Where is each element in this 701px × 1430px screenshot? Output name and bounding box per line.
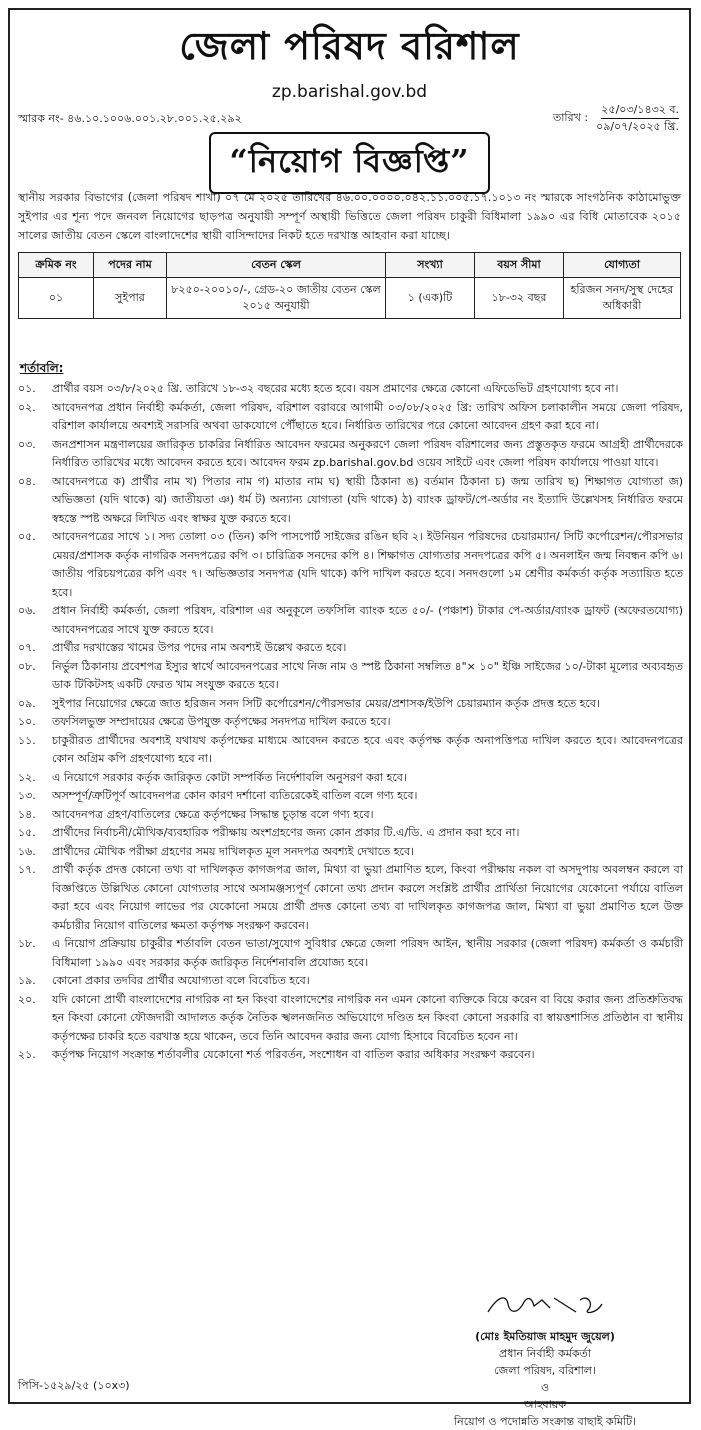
condition-text: আবেদনপত্র গ্রহণ/বাতিলের ক্ষেত্রে কর্তৃপক্ষের সিদ্ধান্ত চূড়ান্ত বলে গণ্য হবে। <box>52 807 374 821</box>
condition-number: ০১. <box>18 382 36 395</box>
condition-number: ১৮. <box>18 937 36 950</box>
condition-item <box>18 713 683 732</box>
condition-text: তফসিলভুক্ত সম্প্রদায়ের ক্ষেত্রে উপযুক্ত কর্তৃপক্ষের সনদপত্র দাখিল করতে হবে। <box>52 715 391 728</box>
col-count: সংখ্যা <box>386 253 475 278</box>
page-title: জেলা পরিষদ বরিশাল <box>179 23 520 68</box>
condition-number: ০৮. <box>18 659 36 673</box>
date-block <box>553 102 679 134</box>
condition-number: ১০. <box>18 715 36 728</box>
signature-mark <box>480 1290 640 1320</box>
condition-number: ০৪. <box>18 474 36 488</box>
date-bangla: ২৫/০৩/১৪৩২ ব. <box>601 102 679 119</box>
condition-text: আবেদনপত্রে ক) প্রার্থীর নাম খ) পিতার নাম গ) মাতার নাম ঘ) স্থায়ী ঠিকানা ঙ) বর্তমান ঠিকানা চ) জন্ম তারিখ ছ) শিক্ষাগত যোগ্যতা জ) অভিজ্ঞতা (যদি থাকে) ঝ) জাতীয়তা ঞ) ধর্ম ট) অন্যান্য যোগ্যতা (যদি থাকে) ঠ) ব্যাংক ড্রাফট/পে-অর্ডার নং ইত্যাদি উল্লেখসহ নির্ধারিত ফরমে স্বহস্তে স্পষ্ট অক্ষরে লিখিত এবং স্বাক্ষর যুক্ত করতে হবে। <box>52 474 683 525</box>
condition-text: প্রার্থীর দরখাস্তের খামের উপর পদের নাম অবশ্যই উল্লেখ করতে হবে। <box>52 641 347 654</box>
signatory-name: (মোঃ ইমতিয়াজ মাহমুদ জুয়েল) <box>475 1330 615 1343</box>
condition-number: ০২. <box>18 400 36 414</box>
signatory-office: জেলা পরিষদ, বরিশাল। <box>494 1364 596 1377</box>
cell-count: ১ (এক)টি <box>386 278 475 319</box>
col-age: বয়স সীমা <box>475 253 564 278</box>
col-qualification: যোগ্যতা <box>564 253 681 278</box>
condition-number: ০৫. <box>18 530 36 543</box>
cell-serial: ০১ <box>19 278 94 319</box>
condition-number: ২১. <box>18 1048 36 1061</box>
condition-item <box>18 972 683 991</box>
condition-text: এ নিয়োগে সরকার কর্তৃক জারিকৃত কোটা সম্পর্কিত নির্দেশাবলি অনুসরণ করা হবে। <box>52 770 407 784</box>
website-link: zp.barishal.gov.bd <box>271 82 428 102</box>
condition-text: প্রার্থীর বয়স ০৩/৮/২০২৫ খ্রি. তারিখে ১৮-৩২ বছরের মধ্যে হতে হবে। বয়স প্রমাণের ক্ষেত্রে কোনো এফিডেভিট গ্রহণযোগ্য হবে না। <box>52 382 619 395</box>
date-english: ০৯/০৭/২০২৫ খ্রি. <box>596 120 679 133</box>
col-scale: বেতন স্কেল <box>167 253 386 278</box>
condition-item <box>18 399 683 436</box>
condition-text: প্রধান নির্বাহী কর্মকর্তা, জেলা পরিষদ, বরিশাল এর অনুকূলে তফসিলি ব্যাংক হতে ৫০/- (পঞ্চাশ) টাকার পে-অর্ডার/ব্যাংক ড্রাফট (অফেরতযোগ্য) আবেদনপত্রের সাথে যুক্ত করতে হবে। <box>52 604 683 636</box>
condition-text: যদি কোনো প্রার্থী বাংলাদেশের নাগরিক না হন কিংবা বাংলাদেশের নাগরিক নন এমন কোনো ব্যক্তিকে বিয়ে করেন বা বিয়ে করার জন্য প্রতিশ্রুতিবদ্ধ হন কিংবা কোনো ফৌজদারী আদালত কর্তৃক নৈতিক স্খলনজনিত অভিযোগে দণ্ডিত হন কিংবা কোনো সরকারি বা স্বায়ত্তশাসিত প্রতিষ্ঠান বা স্থানীয় কর্তৃপক্ষের চাকরি হতে বরখাস্ত হয়ে থাকেন, তবে তিনি আবেদন করার জন্য যোগ্য হিসাবে বিবেচিত হবেন না। <box>52 992 683 1043</box>
condition-item <box>18 824 683 843</box>
condition-number: ১৫. <box>18 826 36 839</box>
condition-number: ০৯. <box>18 696 36 710</box>
condition-item <box>18 787 683 806</box>
col-serial: ক্রমিক নং <box>19 253 94 278</box>
condition-text: সুইপার নিয়োগের ক্ষেত্রে জাত হরিজন সনদ সিটি কর্পোরেশন/পৌরসভার মেয়র/প্রশাসক/ইউপি চেয়ারম্যান কর্তৃক প্রদত্ত হতে হবে। <box>52 696 600 710</box>
cell-age: ১৮-৩২ বছর <box>475 278 564 319</box>
condition-item <box>18 861 683 935</box>
conditions-heading: শর্তাবলি: <box>20 361 64 375</box>
condition-text: চাকুরীরত প্রার্থীদের অবশ্যই যথাযথ কর্তৃপক্ষের মাধ্যমে আবেদন করতে হবে এবং কর্তৃপক্ষ কর্তৃক অনাপত্তিপত্র দাখিল করতে হবে। আবেদনপত্রের কোন অগ্রিম কপি গ্রহণযোগ্য হবে না। <box>52 733 683 765</box>
print-code: পিসি-১৫২৯/২৫ (১০x৩) <box>18 1379 130 1392</box>
cell-scale: ৮২৫০-২০০১০/-, গ্রেড-২০ জাতীয় বেতন স্কেল ২০১৫ অনুযায়ী <box>167 278 386 319</box>
condition-text: কোনো প্রকার তদবির প্রার্থীর অযোগ্যতা বলে বিবেচিত হবে। <box>52 974 310 987</box>
condition-number: ০৩. <box>18 437 36 451</box>
post-table <box>18 252 681 319</box>
condition-item <box>18 991 683 1047</box>
condition-text: জনপ্রশাসন মন্ত্রণালয়ের জারিকৃত চাকরির নির্ধারিত আবেদন ফরমের অনুকরণে জেলা পরিষদ বরিশালের জন্য প্রস্তুতকৃত ফরমে আগ্রহী প্রার্থীদেরকে নির্ধারিত তারিখের মধ্যে আবেদন করতে হবে। আবেদন ফরম zp.barishal.gov.bd ওয়েব সাইটে এবং জেলা পরিষদ কার্যালয়ে পাওয়া যাবে। <box>52 437 683 469</box>
condition-number: ০৭. <box>18 641 36 654</box>
condition-item <box>18 732 683 769</box>
signatory-role: আহবায়ক <box>523 1398 567 1411</box>
cell-post: সুইপার <box>94 278 167 319</box>
notice-page <box>8 8 691 1428</box>
condition-number: ১৭. <box>18 863 36 876</box>
condition-text: আবেদনপত্র প্রধান নির্বাহী কর্মকর্তা, জেলা পরিষদ, বরিশাল বরাবরে আগামী ০৩/০৮/২০২৫ খ্রি: তারিখ অফিস চলাকালীন সময়ে জেলা পরিষদ, বরিশাল কার্যালয়ে অবশ্যই সরাসরি অথবা ডাকযোগে পৌঁছাতে হবে। নির্ধারিত তারিখের পরে কোনো আবেদন গ্রহণ করা হবে না। <box>52 400 683 432</box>
condition-text: প্রার্থীদের নির্বাচনী/মৌখিক/ব্যবহারিক পরীক্ষায় অংশগ্রহণের জন্য কোন প্রকার টি.এ/ডি. এ প্রদান করা হবে না। <box>52 826 520 839</box>
intro-paragraph: স্থানীয় সরকার বিভাগের (জেলা পরিষদ শাখা) ০৭ মে ২০২৫ তারিখের ৪৬.০০.০০০০.০৪২.১১.০০৫.১৭.১০১৩ নং স্মারকে সাংগঠনিক কাঠামোভুক্ত সুইপার এর শূন্য পদে জনবল নিয়োগের ছাড়পত্র অনুযায়ী সম্পূর্ণ অস্থায়ী ভিত্তিতে জেলা পরিষদ চাকুরী বিধিমালা ১৯৯০ এর বিধি মোতাবেক ২০১৫ সালের জাতীয় বেতন স্কেলে বাংলাদেশের স্থায়ী বাসিন্দাদের নিকট হতে দরখাস্ত আহবান করা যাচ্ছে। <box>18 191 681 242</box>
condition-item <box>18 695 683 714</box>
condition-item <box>18 658 683 695</box>
conditions-list <box>18 380 683 1065</box>
signatory-designation: প্রধান নির্বাহী কর্মকর্তা <box>498 1347 592 1360</box>
condition-item <box>18 639 683 658</box>
condition-item <box>18 935 683 972</box>
condition-item <box>18 602 683 639</box>
condition-text: আবেদনপত্রের সাথে ১। সদ্য তোলা ০৩ (তিন) কপি পাসপোর্ট সাইজের রঙিন ছবি ২। ইউনিয়ন পরিষদের চেয়ারম্যান/ সিটি কর্পোরেশন/পৌরসভার মেয়র/প্রশাসক কর্তৃক নাগরিক সনদপত্রের কপি ৩। চারিত্রিক সনদের কপি ৪। শিক্ষাগত যোগ্যতার সনদপত্রের কপি ৫। অনলাইন জন্ম নিবন্ধন কপি ৬। জাতীয় পরিচয়পত্রের কপি এবং ৭। অভিজ্ঞতার সনদপত্র (যদি থাকে) কপি দাখিল করতে হবে। সনদগুলো ১ম শ্রেণীর কর্মকর্তা কর্তৃক সত্যায়িত হতে হবে। <box>52 530 683 599</box>
condition-number: ১৪. <box>18 807 36 821</box>
condition-number: ১১. <box>18 733 36 747</box>
condition-text: প্রার্থীদের মৌখিক পরীক্ষা গ্রহণের সময় দাখিলকৃত মূল সনদপত্র অবশ্যই দেখাতে হবে। <box>52 844 415 858</box>
memo-number: স্মারক নং- ৪৬.১০.১০০৬.০০১.২৮.০০১.২৫.২৯২ <box>18 112 242 125</box>
condition-item <box>18 528 683 602</box>
condition-number: ১৬. <box>18 844 36 858</box>
condition-item <box>18 769 683 788</box>
condition-number: ১২. <box>18 770 36 784</box>
condition-item <box>18 473 683 529</box>
condition-text: কর্তৃপক্ষ নিয়োগ সংক্রান্ত শর্তাবলীর যেকোনো শর্ত পরিবর্তন, সংশোধন বা বাতিল করার অধিকার সংরক্ষণ করবেন। <box>52 1048 535 1061</box>
condition-text: প্রার্থী কর্তৃক প্রদত্ত কোনো তথ্য বা দাখিলকৃত কাগজপত্র জাল, মিথ্যা বা ভুয়া প্রমাণিত হলে, কিংবা পরীক্ষায় নকল বা অসদুপায় অবলম্বন করলে বা বিজ্ঞপ্তিতে উল্লিখিত কোনো যোগ্যতার সাথে অসামঞ্জস্যপূর্ণ কোনো তথ্য প্রদান করলে সংশ্লিষ্ট প্রার্থীর প্রার্থিতা নিয়োগের যেকোনো পর্যায়ে বাতিল করা হবে এবং নিয়োগ লাভের পর যেকোনো সময়ে প্রার্থী প্রদত্ত কোনো তথ্য বা দাখিলকৃত কাগজপত্র জাল, মিথ্যা বা ভুয়া প্রমাণিত হলে উক্ত কর্মচারীর নিয়োগ বাতিলের ক্ষমতা কর্তৃপক্ষ সংরক্ষণ করবেন। <box>52 863 683 932</box>
condition-number: ১৩. <box>18 789 36 802</box>
signatory-committee: নিয়োগ ও পদোন্নতি সংক্রান্ত বাছাই কমিটি। <box>453 1415 636 1428</box>
signatory-block <box>410 1328 680 1430</box>
condition-number: ২০. <box>18 992 36 1006</box>
notice-heading: “নিয়োগ বিজ্ঞপ্তি” <box>209 132 489 194</box>
condition-text: অসম্পূর্ণ/ত্রুটিপূর্ণ আবেদনপত্র কোন কারণ দর্শানো ব্যতিরেকেই বাতিল বলে গণ্য হবে। <box>52 789 418 802</box>
date-label: তারিখ : <box>552 110 589 124</box>
condition-item <box>18 843 683 862</box>
condition-item <box>18 436 683 473</box>
table-row <box>19 278 681 319</box>
condition-item <box>18 1046 683 1065</box>
table-header-row <box>19 253 681 278</box>
condition-item <box>18 380 683 399</box>
condition-text: নির্ভুল ঠিকানায় প্রবেশপত্র ইস্যুর স্বার্থে আবেদনপত্রের সাথে নিজ নাম ও স্পষ্ট ঠিকানা সম্বলিত ৪"× ১০" ইঞ্চি সাইজের ১০/-টাকা মূল্যের অব্যবহৃত ডাক টিকিটসহ একটি ফেরত খাম সংযুক্ত করতে হবে। <box>52 659 683 691</box>
signatory-and: ও <box>540 1381 550 1394</box>
condition-number: ১৯. <box>18 974 36 987</box>
cell-qualification: হরিজন সনদ/সুস্থ দেহের অধিকারী <box>564 278 681 319</box>
condition-number: ০৬. <box>18 604 36 617</box>
condition-item <box>18 806 683 825</box>
condition-text: এ নিয়োগ প্রক্রিয়ায় চাকুরীর শর্তাবলি বেতন ভাতা/সুযোগ সুবিধার ক্ষেত্রে জেলা পরিষদ আইন, স্থানীয় সরকার (জেলা পরিষদ) কর্মকর্তা ও কর্মচারী বিধিমালা ১৯৯০ এবং সরকার কর্তৃক জারিকৃত নির্দেশনাবলি প্রযোজ্য হবে। <box>52 937 683 969</box>
col-post: পদের নাম <box>94 253 167 278</box>
